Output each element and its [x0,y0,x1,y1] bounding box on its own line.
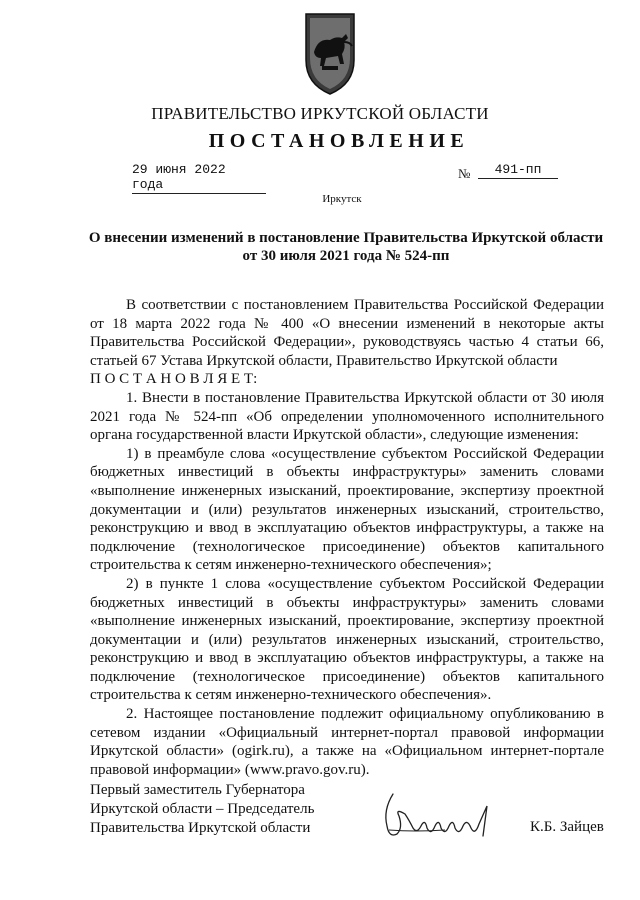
government-title: ПРАВИТЕЛЬСТВО ИРКУТСКОЙ ОБЛАСТИ [151,104,489,123]
coat-of-arms-icon [300,8,360,98]
position-line: Первый заместитель Губернатора [90,782,305,798]
document-type: ПОСТАНОВЛЕНИЕ [208,130,470,152]
paragraph: 1) в преамбуле слова «осуществление субъектом Российской Федерации бюджетных инвестиций в объекты инфраструктуры» заменить словами «выполнение инженерных изысканий, проектирование, экспертизу проектной документации и (или) результатов инженерных изысканий, строительство, реконструкцию и ввод в эксплуатацию объектов инфраструктуры, а также на подключение (технологическое присоединение) объектов капитального строительства к сетям инженерно-технического обеспечения»; [90,445,604,574]
document-body [90,296,604,779]
paragraph: 1. Внести в постановление Правительства Иркутской области от 30 июля 2021 года № 524-пп «Об определении уполномоченного исполнительного органа государственной власти Иркутской области», следующие изменения: [90,389,604,444]
resolves-line: П О С Т А Н О В Л Я Е Т: [90,371,258,388]
document-heading: О внесении изменений в постановление Правительства Иркутской области от 30 июля 2021 года № 524-пп [88,230,604,264]
city: Иркутск [322,193,362,205]
document-date: 29 июня 2022 года [132,162,266,194]
paragraph: В соответствии с постановлением Правительства Российской Федерации от 18 марта 2022 года № 400 «О внесении изменений в некоторые акты Правительства Российской Федерации», руководствуясь частью 4 статьи 66, статьей 67 Устава Иркутской области, Правительство Иркутской области [90,297,604,369]
signatory-name: К.Б. Зайцев [530,819,604,835]
number-label: № [458,166,471,181]
paragraph: 2) в пункте 1 слова «осуществление субъектом Российской Федерации бюджетных инвестиций в объекты инфраструктуры» заменить словами «выполнение инженерных изысканий, проектирование, экспертизу проектной документации и (или) результатов инженерных изысканий, строительство, реконструкцию и ввод в эксплуатацию объектов инфраструктуры, а также на подключение (технологическое присоединение) объектов капитального строительства к сетям инженерно-технического обеспечения». [90,575,604,704]
signatory-position [90,781,314,838]
document-number: 491-пп [478,162,558,179]
position-line: Правительства Иркутской области [90,820,311,836]
paragraph: 2. Настоящее постановление подлежит официальному опубликованию в сетевом издании «Официальный интернет-портал правовой информации Иркутской области» (ogirk.ru), а также на «Официальном интернет-портале правовой информации» (www.pravo.gov.ru). [90,706,604,778]
handwritten-signature [375,786,505,846]
position-line: Иркутской области – Председатель [90,801,315,817]
